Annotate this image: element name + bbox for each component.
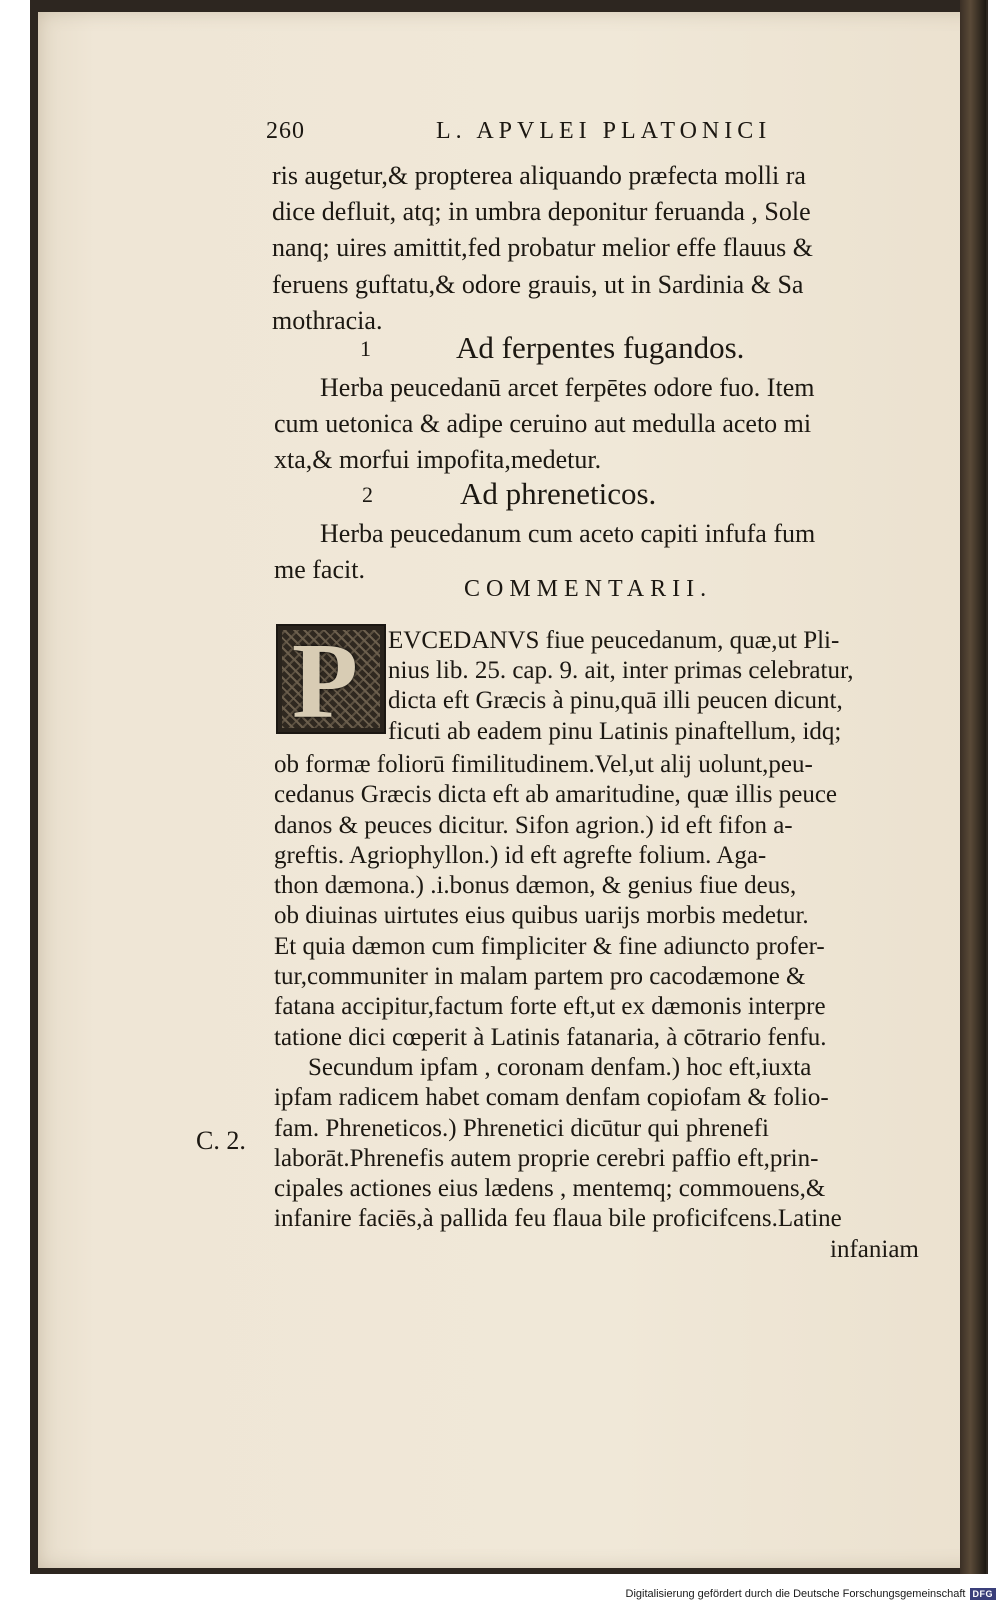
paragraph-2 bbox=[274, 370, 994, 479]
text-line: me facit. bbox=[274, 555, 365, 585]
initial-letter: P bbox=[292, 624, 358, 734]
dfg-logo: DFG bbox=[970, 1588, 997, 1600]
text-line: dice defluit, atq; in umbra deponitur feruanda , Sole bbox=[272, 197, 811, 227]
text-line: ficuti ab eadem pinu Latinis pinaftellum, idq; bbox=[388, 717, 842, 745]
text-line: Secundum ipfam , coronam denfam.) hoc eft,iuxta bbox=[308, 1053, 812, 1081]
text-line: greftis. Agriophyllon.) id eft agrefte folium. Aga- bbox=[274, 841, 767, 869]
text-line: EVCEDANVS fiue peucedanum, quæ,ut Pli- bbox=[388, 627, 840, 654]
paragraph-1 bbox=[272, 158, 992, 339]
heading-phrenetics bbox=[362, 476, 722, 516]
text-line: mothracia. bbox=[272, 305, 383, 335]
text-line: Herba peucedanū arcet ferpētes odore fuo. Item bbox=[320, 373, 815, 402]
heading-number: 2 bbox=[362, 482, 373, 507]
heading-serpents bbox=[360, 330, 820, 370]
heading-text: Ad phreneticos. bbox=[460, 476, 657, 511]
text-line: dicta eft Græcis à pinu,quā illi peucen dicunt, bbox=[388, 687, 843, 715]
text-line: thon dæmona.) .i.bonus dæmon, & genius fiue deus, bbox=[274, 872, 797, 900]
text-line: Et quia dæmon cum fimpliciter & fine adiuncto profer- bbox=[274, 932, 825, 960]
text-line: ob formæ foliorū fimilitudinem.Vel,ut alij uolunt,peu- bbox=[274, 751, 813, 778]
decorated-initial bbox=[276, 624, 386, 734]
page-number: 260 bbox=[266, 118, 305, 144]
commentary-title: COMMENTARII. bbox=[464, 576, 713, 602]
text-line: fam. Phreneticos.) Phrenetici dicūtur qui phrenefi bbox=[274, 1114, 769, 1142]
text-line: xta,& morfui impofita,medetur. bbox=[274, 445, 602, 475]
running-header bbox=[266, 118, 956, 154]
running-title: L. APVLEI PLATONICI bbox=[436, 118, 772, 144]
text-line: tur,communiter in malam partem pro cacodæmone & bbox=[274, 963, 806, 991]
text-line: nius lib. 25. cap. 9. ait, inter primas celebratur, bbox=[388, 657, 854, 685]
text-line: cum uetonica & adipe ceruino aut medulla aceto mi bbox=[274, 409, 812, 439]
footer-credit bbox=[626, 1588, 996, 1600]
commentary-body bbox=[274, 750, 954, 1265]
text-line: ipfam radicem habet comam denfam copiofam & folio- bbox=[274, 1084, 829, 1112]
margin-note: C. 2. bbox=[196, 1126, 246, 1155]
text-line: tatione dici cœperit à Latinis fatanaria, à cōtrario fenfu. bbox=[274, 1023, 827, 1051]
text-line: feruens guftatu,& odore grauis, ut in Sardinia & Sa bbox=[272, 269, 804, 299]
text-line: Herba peucedanum cum aceto capiti infufa fum bbox=[320, 519, 816, 548]
text-line: nanq; uires amittit,fed probatur melior effe flauus & bbox=[272, 233, 814, 263]
text-line: danos & peuces dicitur. Sifon agrion.) id eft fifon a- bbox=[274, 811, 793, 839]
text-line: cedanus Græcis dicta eft ab amaritudine, quæ illis peuce bbox=[274, 781, 838, 809]
catchword: infaniam bbox=[830, 1235, 919, 1263]
heading-number: 1 bbox=[360, 336, 371, 361]
footer-credit-text: Digitalisierung gefördert durch die Deutsche Forschungsgemeinschaft bbox=[625, 1588, 966, 1600]
heading-text: Ad ferpentes fugandos. bbox=[456, 330, 745, 365]
text-line: laborāt.Phrenefis autem proprie cerebri paffio eft,prin- bbox=[274, 1144, 819, 1172]
text-line: fatana accipitur,factum forte eft,ut ex dæmonis interpre bbox=[274, 993, 826, 1021]
commentary-initial-block bbox=[388, 626, 948, 747]
text-line: ob diuinas uirtutes eius quibus uarijs morbis medetur. bbox=[274, 902, 809, 930]
text-line: cipales actiones eius lædens , mentemq; commouens,& bbox=[274, 1175, 826, 1203]
text-line: infanire faciēs,à pallida feu flaua bile proficifcens.Latine bbox=[274, 1205, 842, 1233]
text-line: ris augetur,& propterea aliquando præfecta molli ra bbox=[272, 161, 806, 190]
